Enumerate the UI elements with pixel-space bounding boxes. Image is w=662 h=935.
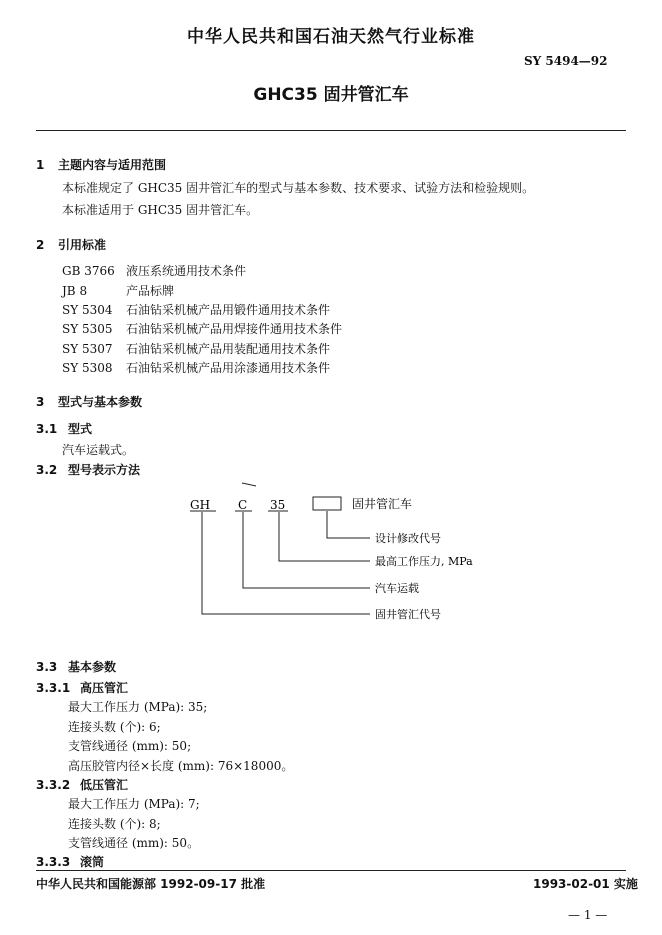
- label-design-revision: 设计修改代号: [375, 532, 441, 545]
- label-manifold-code: 固井管汇代号: [375, 608, 441, 621]
- section-3-1-text: 汽车运载式。: [62, 443, 135, 457]
- code-35: 35: [270, 498, 286, 512]
- section-3-1-heading: 3.1 型式: [36, 422, 93, 436]
- section-3-3-3-heading: 3.3.3 滚筒: [36, 855, 105, 869]
- param-line: 最大工作压力 (MPa): 7;: [68, 797, 200, 811]
- section-1-heading: 1 主题内容与适用范围: [36, 158, 167, 172]
- footer-rule: [36, 870, 626, 871]
- document-title: GHC35 固井管汇车: [253, 85, 409, 105]
- label-max-pressure: 最高工作压力, MPa: [375, 555, 473, 568]
- label-product-name: 固井管汇车: [352, 497, 413, 511]
- reference-item: SY 5304 石油钻采机械产品用锻件通用技术条件: [62, 303, 331, 317]
- reference-item: JB 8 产品标牌: [62, 284, 175, 298]
- param-line: 高压胶管内径×长度 (mm): 76×18000。: [68, 759, 294, 773]
- section-3-3-heading: 3.3 基本参数: [36, 660, 117, 674]
- effective-date: 1993-02-01 实施: [533, 877, 638, 891]
- section-1-paragraph-1: 本标准规定了 GHC35 固井管汇车的型式与基本参数、技术要求、试验方法和检验规则。: [62, 181, 535, 195]
- standard-header: 中华人民共和国石油天然气行业标准: [187, 27, 475, 47]
- code-gh: GH: [190, 498, 211, 512]
- standard-code: SY 5494—92: [524, 54, 608, 68]
- reference-item: GB 3766 液压系统通用技术条件: [62, 264, 247, 278]
- param-line: 连接头数 (个): 6;: [68, 720, 161, 734]
- label-vehicle-mounted: 汽车运载: [375, 582, 419, 595]
- section-3-3-1-heading: 3.3.1 高压管汇: [36, 681, 129, 695]
- code-c: C: [238, 498, 248, 512]
- param-line: 支管线通径 (mm): 50;: [68, 739, 192, 753]
- section-3-3-2-heading: 3.3.2 低压管汇: [36, 778, 129, 792]
- approval-note: 中华人民共和国能源部 1992-09-17 批准: [36, 877, 266, 891]
- section-2-heading: 2 引用标准: [36, 238, 107, 252]
- reference-item: SY 5307 石油钻采机械产品用装配通用技术条件: [62, 342, 331, 356]
- page-number: — 1 —: [568, 908, 608, 922]
- reference-item: SY 5308 石油钻采机械产品用涂漆通用技术条件: [62, 361, 331, 375]
- reference-item: SY 5305 石油钻采机械产品用焊接件通用技术条件: [62, 322, 343, 336]
- section-3-heading: 3 型式与基本参数: [36, 395, 143, 409]
- param-line: 支管线通径 (mm): 50。: [68, 836, 200, 850]
- param-line: 最大工作压力 (MPa): 35;: [68, 700, 208, 714]
- section-1-paragraph-2: 本标准适用于 GHC35 固井管汇车。: [62, 203, 259, 217]
- section-3-2-heading: 3.2 型号表示方法: [36, 463, 141, 477]
- param-line: 连接头数 (个): 8;: [68, 817, 161, 831]
